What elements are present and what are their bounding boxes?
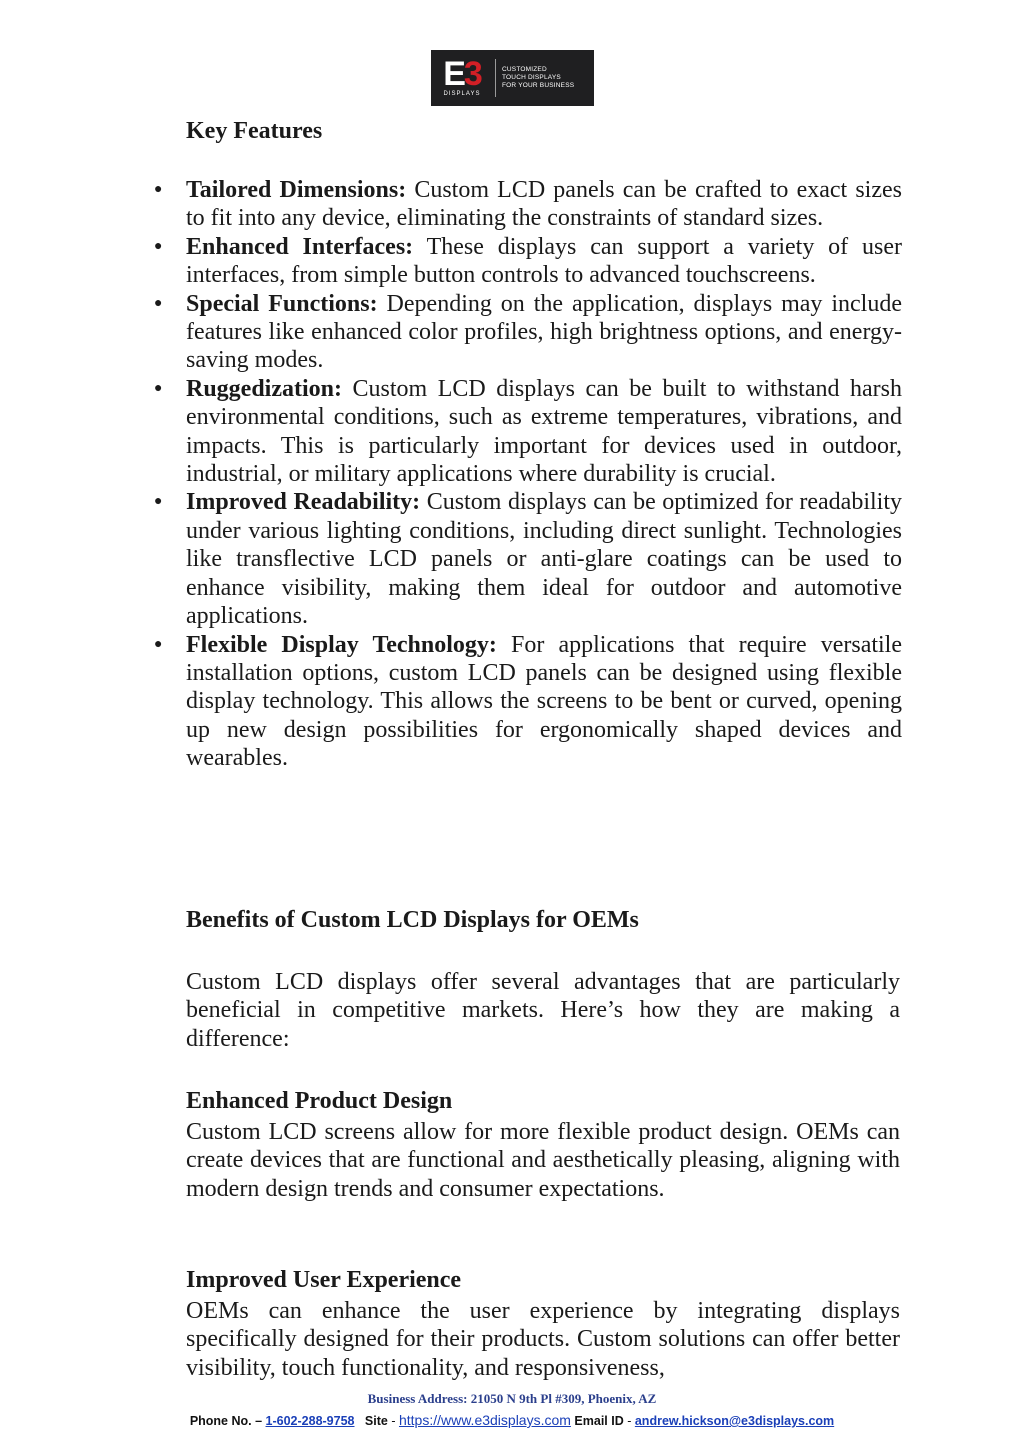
logo-tagline-line: FOR YOUR BUSINESS [502, 82, 575, 89]
phone-link[interactable]: 1-602-288-9758 [265, 1414, 355, 1428]
product-design-heading: Enhanced Product Design [186, 1088, 453, 1114]
bullet: ● [154, 182, 163, 197]
phone-label: Phone No [189, 1414, 249, 1428]
email-label: Email ID [574, 1414, 624, 1428]
list-item-title: Improved Readability: [186, 489, 421, 516]
bullet: ● [154, 295, 163, 311]
list-item-text: Custom LCD displays can be built to withstand harsh environmental conditions, such as extreme temperatures, vibrations, and impacts. This is particularly important for devices used in outdoor, industrial, or military applications where durability is crucial. [186, 375, 902, 488]
site-link[interactable]: https://www.e3displays.com [398, 1412, 571, 1428]
site-label: Site [364, 1414, 388, 1428]
user-experience-heading: Improved User Experience [186, 1267, 462, 1293]
key-features-list [152, 176, 902, 773]
list-item [152, 290, 902, 375]
bullet: ● [154, 494, 163, 510]
list-item-title: Enhanced Interfaces: [186, 233, 414, 260]
bullet: ● [154, 238, 163, 254]
logo-divider [495, 59, 496, 97]
footer-contact [0, 1412, 1024, 1428]
user-experience-text: OEMs can enhance the user experience by integrating displays specifically designed for their products. Custom solutions can offer better visibility, touch functionality, and responsiveness, [186, 1298, 900, 1381]
logo-sub-text: DISPLAYS [443, 91, 481, 97]
list-item-text: Custom displays can be optimized for readability under various lighting conditions, including direct sunlight. Technologies like transflective LCD panels or anti-glare coatings can be used to enhance visibility, making them ideal for outdoor and automotive applications. [186, 489, 902, 630]
list-item-text: These displays can support a variety of user interfaces, from simple button controls to advanced touchscreens. [186, 233, 902, 289]
key-features-heading: Key Features [186, 118, 323, 144]
logo-e3-text: E3 [443, 55, 481, 93]
logo-mark [431, 50, 493, 106]
list-item-title: Special Functions: [186, 290, 378, 317]
list-item [152, 631, 902, 773]
logo-tagline [502, 66, 574, 90]
list-item [152, 233, 902, 290]
logo-tagline-line: TOUCH DISPLAYS [502, 74, 561, 81]
logo-tagline-line: CUSTOMIZED [502, 66, 547, 73]
benefits-heading: Benefits of Custom LCD Displays for OEMs [186, 907, 639, 933]
email-link[interactable]: andrew.hickson@e3displays.com [634, 1414, 835, 1428]
footer-address: Business Address: 21050 N 9th Pl #309, Phoenix, AZ [367, 1391, 657, 1406]
product-design-text: Custom LCD screens allow for more flexible product design. OEMs can create devices that are functional and aesthetically pleasing, aligning with modern design trends and consumer expectations. [186, 1119, 900, 1202]
list-item-text: Custom LCD panels can be crafted to exact sizes to fit into any device, eliminating the constraints of standard sizes. [186, 177, 902, 232]
list-item-title: Ruggedization: [186, 375, 342, 402]
site-separator: - [387, 1414, 399, 1428]
list-item [152, 375, 902, 489]
bullet: ● [154, 636, 163, 652]
list-item [152, 488, 902, 630]
list-item-title: Flexible Display Technology: [186, 631, 497, 658]
phone-separator: . – [248, 1414, 266, 1428]
list-item-text: For applications that require versatile installation options, custom LCD panels can be designed using flexible display technology. This allows the screens to be bent or curved, opening up new design possibilities for ergonomically shaped devices and wearables. [186, 631, 903, 772]
list-item [152, 176, 902, 233]
list-item-title: Tailored Dimensions: [186, 177, 407, 203]
email-separator: - [623, 1414, 635, 1428]
bullet: ● [154, 380, 163, 396]
list-item-text: Depending on the application, displays may include features like enhanced color profiles, high brightness options, and energy-saving modes. [186, 290, 903, 374]
company-logo [431, 50, 594, 106]
benefits-intro: Custom LCD displays offer several advantages that are particularly beneficial in competitive markets. Here’s how they are making a difference: [186, 969, 900, 1052]
